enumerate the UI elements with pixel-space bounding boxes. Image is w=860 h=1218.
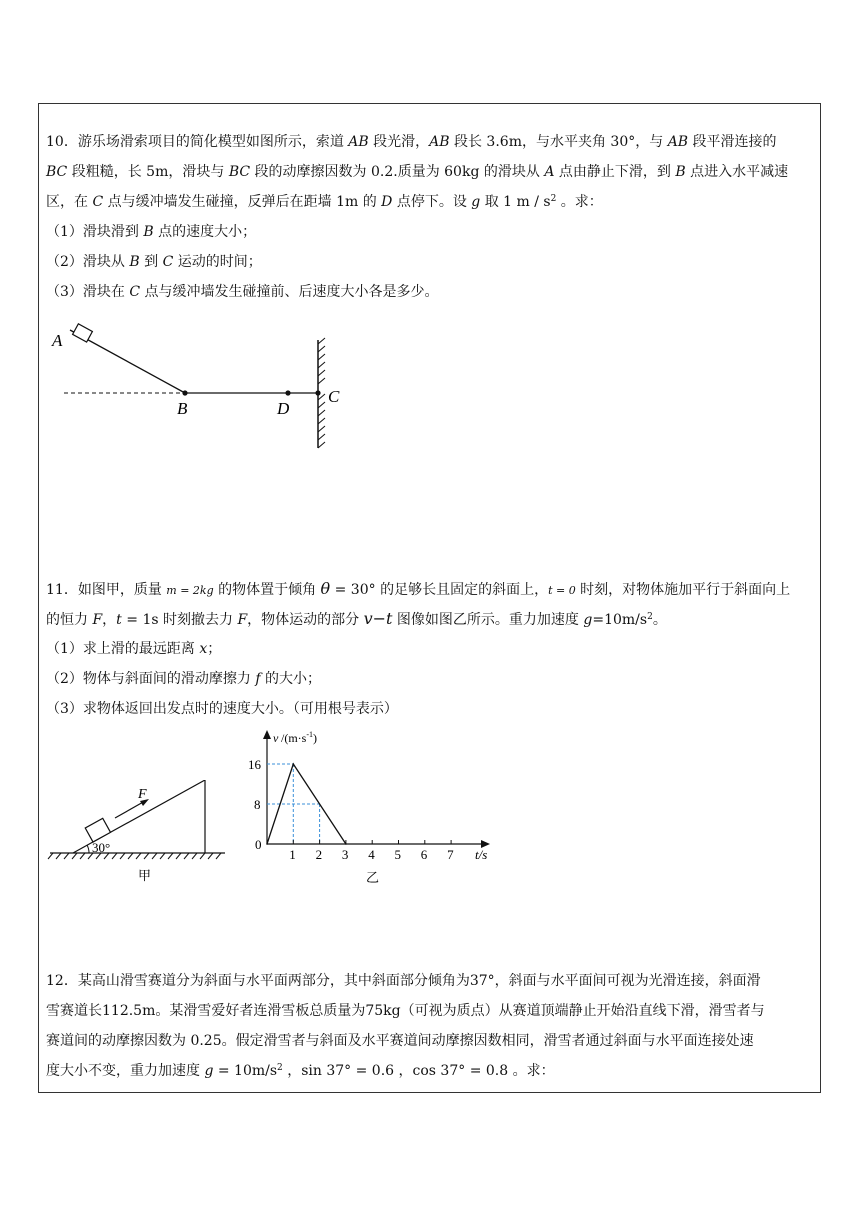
point-d <box>285 390 290 395</box>
label-c: C <box>328 387 340 406</box>
point-c <box>315 390 320 395</box>
q10-line-3: 区，在 C 点与缓冲墙发生碰撞，反弹后在距墙 1m 的 D 点停下。设 g 取 1 m / $s^2$ 。求： <box>46 194 603 210</box>
q11-part-2: （2）物体与斜面间的滑动摩擦力 f 的大小； <box>46 671 321 687</box>
q11-line-1: 11．如图甲，质量 m = 2kg 的物体置于倾角 θ = 30° 的足够长且固定的斜面上，t = 0 时刻，对物体施加平行于斜面向上 <box>46 579 791 598</box>
caption-yi: 乙 <box>366 870 380 885</box>
caption-jia: 甲 <box>138 868 152 883</box>
x-axis-label: t/s <box>475 847 488 862</box>
x-tick-label-2: 2 <box>315 847 323 862</box>
x-tick-label-6: 6 <box>420 847 428 862</box>
origin-label: 0 <box>255 837 262 852</box>
q10-part-2: （2）滑块从 B 到 C 运动的时间； <box>46 254 262 270</box>
x-tick-label-7: 7 <box>447 847 454 862</box>
q10-part-1: （1）滑块滑到 B 点的速度大小； <box>46 224 257 240</box>
q10-line-1: 10．游乐场滑索项目的简化模型如图所示，索道 AB 段光滑，AB 段长 3.6m，与水平夹角 30°，与 AB 段平滑连接的 <box>46 134 777 150</box>
vt-point-0 <box>266 843 268 845</box>
point-b <box>182 390 187 395</box>
q12-line-4: 度大小不变，重力加速度 $g = 10m/s^2$ ，sin 37° = 0.6 ，cos 37° = 0.8 。求： <box>46 1063 555 1079</box>
x-tick-label-5: 5 <box>394 847 401 862</box>
question-11 <box>46 574 816 724</box>
q11-part-1: （1）求上滑的最远距离 x； <box>46 641 222 657</box>
label-a: A <box>52 331 63 350</box>
y-axis-label-unit: $/(m\cdot s^{-1})$ <box>281 730 318 745</box>
incline-figure <box>45 780 235 890</box>
question-12 <box>46 966 816 1086</box>
slider-block <box>73 324 93 342</box>
angle-label: 30° <box>92 840 111 855</box>
y-tick-label-8: 8 <box>254 797 261 812</box>
object-block <box>85 818 110 842</box>
y-axis-arrow <box>263 730 271 739</box>
x-tick-label-4: 4 <box>368 847 375 862</box>
q12-line-1: 12．某高山滑雪赛道分为斜面与水平面两部分，其中斜面部分倾角为37°，斜面与水平面间可视为光滑连接，斜面滑 <box>46 973 761 989</box>
y-axis-label-v: v <box>273 731 279 745</box>
label-d: D <box>277 399 290 418</box>
angle-arc <box>87 845 89 853</box>
q11-line-2: 的恒力 F，t = 1s 时刻撤去力 F，物体运动的部分 v−t 图像如图乙所示。重力加速度 $g=10m/s^2$。 <box>46 609 667 628</box>
q12-line-3: 赛道间的动摩擦因数为 0.25。假定滑雪者与斜面及水平赛道间动摩擦因数相同，滑雪者通过斜面与水平面连接处速 <box>46 1033 754 1049</box>
q10-figure <box>40 310 360 460</box>
y-tick-label-16: 16 <box>248 757 261 772</box>
q12-line-2: 雪赛道长112.5m。某滑雪爱好者连滑雪板总质量为75kg（可视为质点）从赛道顶端静止开始沿直线下滑，滑雪者与 <box>46 1003 765 1019</box>
q10-line-2: BC 段粗糙，长 5m，滑块与 BC 段的动摩擦因数为 0.2.质量为 60kg 的滑块从 A 点由静止下滑，到 B 点进入水平减速 <box>46 164 789 180</box>
vt-graph <box>245 725 505 890</box>
vt-point-2 <box>345 843 347 845</box>
x-tick-label-1: 1 <box>289 847 296 862</box>
ground-hatching <box>48 853 221 859</box>
label-b: B <box>177 399 188 418</box>
x-tick-label-3: 3 <box>341 847 349 862</box>
q10-part-3: （3）滑块在 C 点与缓冲墙发生碰撞前、后速度大小各是多少。 <box>46 284 439 300</box>
question-10 <box>46 127 816 307</box>
vt-point-1 <box>293 763 295 765</box>
force-label: F <box>138 787 147 802</box>
q11-part-3: （3）求物体返回出发点时的速度大小。（可用根号表示） <box>46 701 398 717</box>
